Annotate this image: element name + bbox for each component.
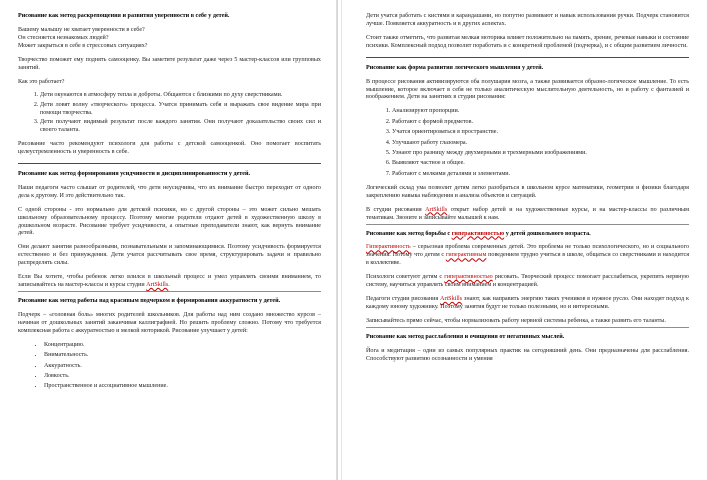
paragraph-handwriting-problem: Подчерк – «головная боль» многих родителей школьников. Для работы над ним создано множество курсов – начиная от дошкольных занятий заканчивая каллиграфией. Но решить проблему сложно. Потому что требуется комплексная работа с аккуратностью и мелкой моторикой. Рисование улучшает у детей: [18, 311, 321, 334]
section-heading-confidence: Рисование как метод раскрепощения и развития уверенности в себе у детей. [18, 13, 230, 19]
list-item: • Аккуратность. [44, 363, 321, 371]
section-logical-thinking [366, 65, 689, 223]
list-item: • Ловкость. [44, 373, 321, 381]
paragraph-logical-mind: Логический склад ума позволит детям легко разобраться в школьном курсе математики, геометрии и физики благодаря закреплению навыка наблюдения и анализа объектов и ситуаций. [366, 184, 689, 199]
page-edge-line [336, 0, 337, 480]
section-heading-handwriting: Рисование как метод работы над красивым подчерком и формирования аккуратности у детей. [18, 297, 281, 304]
paragraph-signup-invitation [18, 274, 321, 290]
list-item: 2. Дети ловят волну «творческого» процесса. Учатся принимать себя и выражать свое видение мира при помощи творчества. [40, 102, 321, 118]
question-line-3: Может закрыться в себе в стрессовых ситуациях? [18, 42, 148, 49]
section-confidence [18, 13, 321, 157]
list-item: 4. Улучшают работу глазомера. [392, 140, 689, 148]
brand-name-artskills: ArtSkills [425, 206, 448, 213]
heading-text-before: Рисование как метод борьбы с [366, 230, 452, 237]
advice-text-before: Психологи советуют детям с [366, 274, 445, 281]
list-drawing-improves [18, 342, 321, 392]
signup-text-after: . [168, 282, 170, 289]
brand-name-artskills: ArtSkills [440, 296, 463, 303]
hyperactivity-text-mid: – серьезная проблема современных детей. Это проблема не только психологического, но и социального значения. Потому что детям с [366, 244, 689, 259]
section-hyperactivity [366, 231, 689, 326]
list-studio-activities [366, 108, 689, 178]
section-divider [18, 291, 321, 292]
question-line-2: Он стесняется незнакомых людей? [18, 34, 109, 41]
list-item: 6. Выявляют частное и общее. [392, 160, 689, 168]
enrollment-text-before: В студии рисования [366, 206, 426, 213]
heading-text-after: у детей дошкольного возраста. [504, 230, 591, 237]
list-how-it-works [18, 92, 321, 135]
teachers-text-before: Педагоги студии рисования [366, 296, 441, 303]
paragraph-teachers-hear: Наши педагоги часто слышат от родителей, что дети неусидчивы, что их внимание быстро переходит от одного дела к другому. И это действительно так. [18, 184, 321, 199]
paragraph-yoga-meditation: Йога и медитация – одни из самых популярных практик на сегодняшний день. Они предназначены для расслабления. Способствуют развитию осознанности и умения [366, 347, 689, 362]
paragraph-psychologists-advise [366, 274, 689, 290]
list-item: 7. Работают с мелкими деталями и элементами. [392, 171, 689, 179]
section-persistence [18, 171, 321, 290]
paragraph-both-hemispheres: В процессе рисования активизируются оба полушария мозга, а также развивается образно-логическое мышление. То есть мышление, которое включает в себя не только аналитическую мыслительную деятельность, но и работу с фантазией и воображением. Дети на занятиях в студии рисования: [366, 78, 689, 101]
section-handwriting-continued [366, 13, 689, 51]
list-item: • Внимательность. [44, 352, 321, 360]
paragraph-one-hand: С одной стороны - это нормально для детской психики, но с другой стороны – это может сильно мешать школьному образовательному процессу. Поэтому многие родители отдают детей в художественную школу в дошкольном возрасте. Рисование требует усидчивости, а опытные преподаватели знают, как вернуть внимание детей. [18, 206, 321, 237]
paragraph-how-it-works: Как это работает? [18, 78, 65, 85]
paragraph-brushes-pencils: Дети учатся работать с кистями и карандашами, но попутно развивают и навык использования ручки. Подчерк становится лучше. Появляется аккуратность и в других аспектах. [366, 13, 689, 27]
paragraph-varied-lessons: Они делают занятия разнообразными, познавательными и запоминающимися. Поэтому усидчивость формируется естественно и без принуждения. Дети учатся рассчитывать свое время, структурировать задачи и правильно распределять силы. [18, 244, 321, 267]
section-heading-persistence: Рисование как метод формирования усидчивости и дисциплинированности у детей. [18, 170, 251, 177]
spellcheck-word-hyperactivity: Гиперактивность [366, 244, 411, 251]
brand-name-artskills: ArtSkills [146, 282, 169, 289]
paragraph-teachers-know [366, 296, 689, 312]
section-relaxation [366, 334, 689, 364]
list-item: • Пространственное и ассоциативное мышление. [44, 383, 321, 391]
paragraph-hyperactivity-problem [366, 244, 689, 268]
section-heading-relaxation: Рисование как метод расслабления и очищения от негативных мыслей. [366, 333, 565, 340]
list-item: 3. Дети получают видимый результат после каждого занятия. Они получают доказательство своих сил и своего таланта. [40, 119, 321, 135]
section-divider [366, 224, 689, 225]
paragraph-psychologists-recommend: Рисование часто рекомендуют психологи для работы с детской самооценкой. Оно помогает воспитать целеустремленность и уверенность в себе. [18, 141, 321, 155]
document-page-right [342, 0, 705, 480]
question-line-1: Вашему малышу не хватает уверенности в себе? [18, 26, 145, 33]
teachers-text-after: знают, как направить энергию таких учеников в нужное русло. Они находят подход к каждому юному художнику. Поэтому занятия будут не только полезными, но и интересными. [366, 296, 689, 310]
spellcheck-word-hyperactivity: гиперактивностью [444, 274, 493, 281]
list-item: 1. Дети окунаются в атмосферу тепла и доброты. Общаются с близкими по духу сверстниками. [40, 92, 321, 100]
section-divider [366, 327, 689, 328]
paragraph-enrollment-open [366, 207, 689, 223]
list-item: • Концентрацию. [44, 342, 321, 350]
enrollment-text-after: открыт набор детей и на художественные курсы, и на мастер-классы по различным тематикам. Звоните и записывайте малышей к нам. [366, 206, 689, 221]
list-item: 5. Узнают про разницу между двухмерными и трехмерными изображениями. [392, 150, 689, 158]
list-item: 2. Работают с формой предметов. [392, 119, 689, 127]
section-divider [18, 163, 321, 164]
spellcheck-word-hyperactivity: гиперактивностью [451, 230, 505, 237]
hyperactivity-text-after: поведением трудно учиться в школе, общаться со сверстниками и находится в коллективе. [366, 252, 690, 267]
list-item: 1. Анализируют пропорции. [392, 108, 689, 116]
spellcheck-word-hyperactive: гиперактивным [445, 252, 487, 259]
signup-text-before: Если Вы хотите, чтобы ребенок легко влился в школьный процесс и умел управлять своими вниманием, то записывайтесь на мастер-классы и курсы студии [18, 274, 321, 289]
advice-text-after: рисовать. Творческий процесс помогает расслабиться, укрепить нервную систему, научиться управлять своим вниманием и концентрацией. [366, 274, 689, 289]
paragraph-fine-motor-skills: Стоит также отметить, что развитая мелкая моторика влияет положительно на память, зрение, речевые навыки и состояние психики. Комплексный подход позволит поработать и с конкретной проблемой (подчерка), и с общим развитием личности. [366, 34, 689, 49]
section-heading-hyperactivity [366, 231, 689, 239]
list-item: 3. Учатся ориентироваться в пространстве. [392, 129, 689, 137]
section-handwriting [18, 298, 321, 391]
section-divider [366, 57, 689, 58]
section-heading-logical-thinking: Рисование как форма развития логического мышления у детей. [366, 64, 544, 71]
document-page-left [0, 0, 337, 480]
paragraph-signup-now: Записывайтесь прямо сейчас, чтобы нормализовать работу нервной системы ребенка, а также развить его таланты. [366, 317, 666, 324]
paragraph-creativity-helps: Творчество поможет ему поднять самооценку. Вы заметите результат даже через 5 мастер-классов или групповых занятий. [18, 56, 321, 71]
